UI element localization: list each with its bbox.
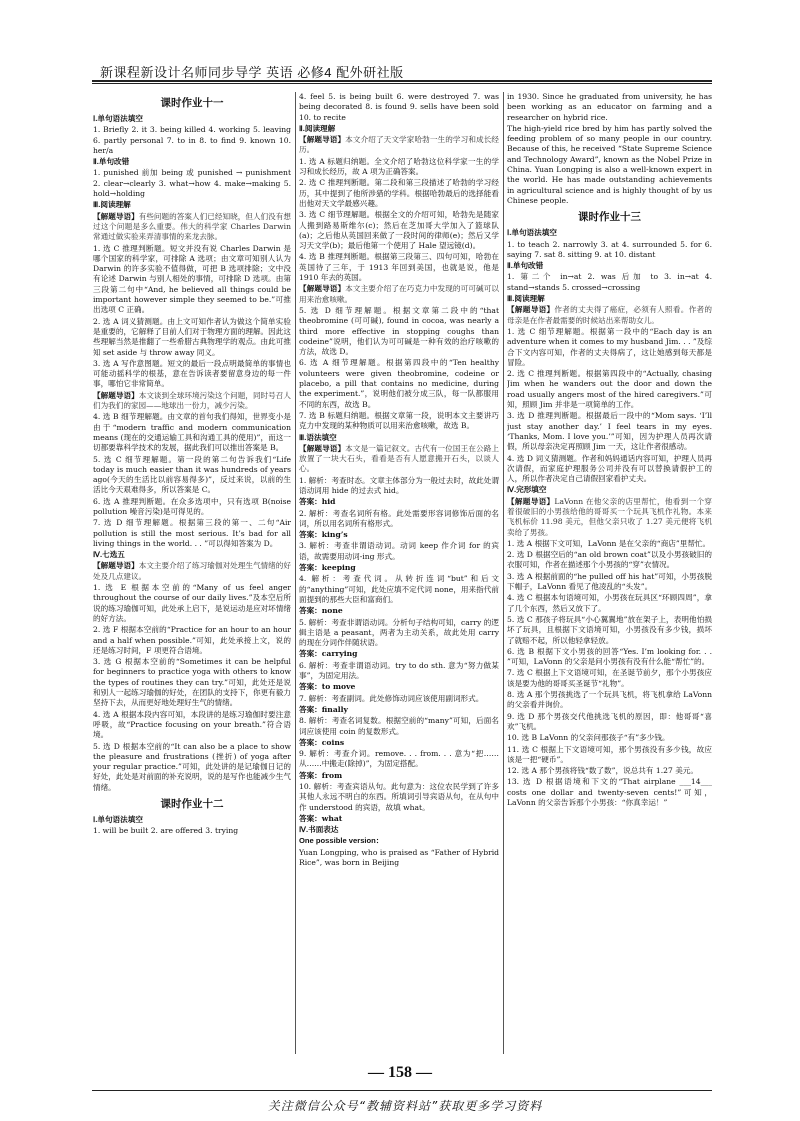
answer-item: The high-yield rice bred by him has partly solved the feeding problem of so many people in our country. Because of this, he received “State Supreme Science and Technology Award”, known as the Nobel Prize in China. Yuan Longping is also a well-known expert in the world. He has made outstanding achievements in agricultural science and is highly thought of by us Chinese people.	[507, 123, 712, 205]
answer-item: 4. 选 C 根据本句语境可知，小男孩在玩具区“环顾四周”，拿了几个东西，然后又放下了。	[507, 593, 712, 613]
guide-paragraph	[299, 284, 499, 305]
subsection-heading: Ⅱ.单句改错	[507, 261, 544, 271]
footer-rule	[92, 1090, 712, 1091]
answer-item: 2. 选 A 词义猜测题。由上文可知作者认为做这个简单实验是重要的，它解释了目前人们对于物理方面的理解。因此这些理解当然是推翻了一些希腊古典物理学的观点。由此可推知 set aside 与 throw away 同义。	[93, 316, 291, 357]
subsection-heading: One possible version：	[299, 836, 384, 846]
answer-item: 6. 选 A 推理判断题。在众多选项中，只有选项 B(noise pollution 噪音污染)是可得见的。	[93, 496, 291, 516]
answer-item: 4. 选 A 根据本段内容可知，本段讲的是练习瑜伽时要注意呼吸，故“Practice focusing on your breath.”符合语境。	[93, 709, 291, 740]
page-number: — 158 —	[368, 1064, 432, 1081]
answer-item: 5. 选 D 细节理解题。根据文章第二段中的“that theobromine (可可碱), found in cocoa, was nearly a third more effective in stopping coughs than codeine”说明，他们认为可可碱是一种有效的治疗咳嗽的方法，故选 D。	[299, 305, 499, 357]
answer-item: 5. 选 D 根据本空前的“It can also be a place to show the pleasure and frustrations (挫折) of yoga after your regular practice.”可知，此处讲的是记瑜伽日记的好处，此处是对前面的补充说明，说的是写作也能减少生气情绪。	[93, 741, 291, 792]
answer-item: 4. 选 B 推理判断题。根据第三段第三、四句可知，哈勃在英国待了三年，于 1913 年回到美国，也就是说，他是 1910 年去的英国。	[299, 252, 499, 283]
answer-line: 答案：from	[299, 770, 343, 780]
answer-item: 2. 选 C 推理判断题。第二段和第三段描述了哈勃的学习经历，其中提到了他所涉猎的学科。根据哈勃最后的选择能看出他对天文学最感兴趣。	[299, 178, 499, 208]
answer-item: 1. to teach 2. narrowly 3. at 4. surrounded 5. for 6. saying 7. sat 8. sitting 9. at 10. distant	[507, 239, 712, 259]
guide-paragraph	[507, 305, 712, 326]
header-rule-thin	[92, 83, 712, 84]
answer-item: 1. will be built 2. are offered 3. trying	[93, 826, 239, 836]
guide-text: 本文是一篇记叙文。古代有一位国王在公路上放置了一块大石头，看看是否有人愿意搬开石头，以谈人心。	[299, 443, 499, 474]
answer-line: 答案：none	[299, 606, 343, 616]
answer-item: 13. 选 D 根据语境和下文的“That airplane ___14___ costs one dollar and twenty-seven cents!”可知，LaVonn 的父亲告诉那个小男孩：“你真幸运！”	[507, 777, 712, 807]
answer-item: 10. 选 B LaVonn 的父亲问那孩子“有”多少钱。	[507, 733, 670, 743]
answer-item: 5. 选 C 那孩子将玩具“小心翼翼地”放在架子上，表明他怕损坏了玩具，且根据下文语境可知，小男孩没有多少钱，损坏了就赔不起，所以他轻拿轻放。	[507, 614, 712, 645]
answer-item: 7. 解析：考查副词。此处修饰动词应该使用副词形式。	[299, 693, 484, 703]
answer-item: 12. 选 A 那个男孩将钱“数了数”，说总共有 1.27 美元。	[507, 766, 698, 776]
answer-item: 11. 选 C 根据上下文语境可知，那个男孩没有多少钱，故应该是一把“硬币”。	[507, 744, 712, 764]
guide-text: 有些问题的答案人们已经知晓，但人们没有想过这个问题是多么重要。伟大的科学家 Charles Darwin 常通过做实验来弄清事情的来龙去脉。	[93, 211, 291, 242]
answer-item: 5. 选 C 细节理解题。第一段的第二句告诉我们“Life today is much easier than it was hundreds of years ago(今天的生活比以前容易得多)”，反过来说，以前的生活比今天艰难得多，所以答案是 C。	[93, 454, 291, 495]
guide-label: 【解题导语】	[507, 305, 555, 315]
guide-label: 【解题导语】	[299, 135, 346, 145]
answer-item: 3. 选 A 根据前面的“he pulled off his hat”可知，小男孩脱下帽子，LaVonn 看见了他凌乱的“头发”。	[507, 571, 712, 592]
answer-item: 6. 解析：考查非谓语动词。try to do sth. 意为“努力做某事”，为固定用法。	[299, 660, 499, 681]
guide-paragraph	[93, 391, 291, 412]
answer-item: 4. 解析：考查代词。从转折连词“but”和后文的“anything”可知，此处应填不定代词 none，用来指代前面提到的那些大臣和富商们。	[299, 574, 499, 604]
subsection-heading: Ⅰ.单句语法填空	[93, 114, 143, 123]
answer-item: 4. 选 D 词义猜测题。作者和妈妈通话内容可知，护理人员再次请假，而家庭护理服务公司并没有可以替换请假护工的人，所以作者决定自己请假回家看护丈夫。	[507, 453, 712, 484]
answer-item: 3. 选 D 推理判断题。根据最后一段中的“Mom says. ‘I’ll just stay another day.’ I feel tears in my eyes. ‘Thanks, Mom. I love you.’”可知，因为护理人员再次请假，所以母亲决定再照顾 Jim 一天，这让作者很感动。	[507, 411, 712, 452]
header-rule	[92, 80, 712, 82]
answer-item: 1. Briefly 2. it 3. being killed 4. working 5. leaving 6. partly personal 7. to in 8. to find 9. known 10. her/a	[93, 125, 291, 155]
answer-item: Yuan Longping, who is praised as “Father of Hybrid Rice”, was born in Beijing	[299, 847, 499, 868]
guide-label: 【解题导语】	[93, 211, 139, 221]
answer-line: 答案：king’s	[299, 530, 348, 540]
answer-item: 3. 选 G 根据本空前的“Sometimes it can be helpful for beginners to practice yoga with others to know the types of routines they can try.”可知，此处还是说和别人一起练习瑜伽的好处，在团队的支持下，你更有毅力坚持下去，从而更好地处理好生气的情绪。	[93, 657, 291, 708]
guide-text: 本文主要介绍了练习瑜伽对处理生气情绪的好处及几点建议。	[93, 561, 291, 581]
answer-item: 3. 解析：考查非谓语动词。动词 keep 作介词 for 的宾语，故需要用动词-ing 形式。	[299, 541, 499, 561]
subsection-heading: Ⅳ.七选五	[93, 550, 125, 560]
column-left	[93, 92, 291, 1054]
guide-label: 【解题导语】	[507, 496, 555, 506]
answer-item: 3. 选 A 写作意图题。短文的最后一段点明最简单的事情也可能动摇科学的根基，意在告诉读者要留意身边的每一件事，哪怕它非常简单。	[93, 358, 291, 389]
subsection-heading: Ⅱ.阅读理解	[299, 123, 336, 133]
answer-item: 8. 选 A 那个男孩挑选了一个玩具飞机，将飞机拿给 LaVonn 的父亲看并询价。	[507, 690, 712, 710]
answer-line: 答案：to move	[299, 682, 356, 692]
guide-paragraph	[93, 561, 291, 582]
guide-paragraph	[507, 497, 712, 538]
answer-item: 1. 选 C 细节理解题。根据第一段中的“Each day is an adventure when it comes to my husband Jim. . . ”及综合下文内容可知，作者的丈夫得病了，这让她感到每天都是冒险。	[507, 326, 712, 367]
answer-item: in 1930. Since he graduated from university, he has been working as an educator on farming and a researcher on hybrid rice.	[507, 92, 712, 122]
answer-item: 7. 选 B 标题归纳题。根据文章第一段，说明本文主要讲巧克力中发现的某种物质可以用来治愈咳嗽，故选 B。	[299, 410, 499, 431]
answer-item: 7. 选 C 根据上下文语境可知，在圣诞节前夕，那个小男孩应该是要为他的哥哥买圣诞节“礼物”。	[507, 668, 712, 688]
guide-text: LaVonn 在他父亲的店里帮忙，他看到一个穿着很破旧的小男孩给他的哥哥买一个玩具飞机作礼物。本来飞机标价 11.98 美元，但他父亲只收了 1.27 美元便将飞机卖给了男孩。	[507, 496, 712, 537]
section-title: 课时作业十三	[578, 211, 641, 224]
answer-line: 答案：finally	[299, 704, 348, 714]
guide-text: 本文谈到全球环境污染这个问题，同时号召人们为我们的家园——地球出一份力，减少污染。	[93, 390, 291, 411]
answer-item: 1. 选 A 标题归纳题。全文介绍了哈勃这位科学家一生的学习和成长经历，故 A 项为正确答案。	[299, 156, 499, 177]
answer-line: 答案：coins	[299, 737, 345, 747]
answer-item: 9. 选 D 那个男孩交代他挑选飞机的原因，即：他哥哥“喜欢”飞机。	[507, 711, 712, 731]
answer-item: 8. 解析：考查名词复数。根据空前的“many”可知，后面名词应该使用 coin 的复数形式。	[299, 716, 499, 736]
page-header: 新课程新设计名师同步导学 英语 必修4 配外研社版	[100, 65, 404, 80]
answer-item: 2. 选 D 根据空后的“an old brown coat”以及小男孩破旧的衣服可知，作者在描述那个小男孩的“穿”衣情况。	[507, 550, 712, 570]
guide-text: 作者的丈夫得了癌症，必须有人照看。作者的母亲是在作者最需要的时候站出来帮助女儿。	[507, 305, 712, 325]
guide-paragraph	[93, 212, 291, 243]
answer-item: 1. 选 A 根据下文可知，LaVonn 是在父亲的“商店”里帮忙。	[507, 538, 711, 548]
answer-item: 1. 第二个 in→at 2. was 后加 to 3. in→at 4. stand→stands 5. crossed→crossing	[507, 272, 712, 292]
subsection-heading: Ⅳ.完形填空	[507, 485, 547, 495]
guide-label: 【解题导语】	[299, 443, 346, 453]
guide-label: 【解题导语】	[299, 284, 346, 294]
answer-item: 1. 选 C 推理判断题。短文并没有说 Charles Darwin 是哪个国家的科学家，可排除 A 选项；由文章可知别人认为 Darwin 的许多实验不值得做，可把 B 选项排除；文中没有论述 Darwin 与别人相处的事情，可排除 D 选项。由第三段第二句中“And, he believed all things could be important however simple they seemed to be.”可推出选项 C 正确。	[93, 243, 291, 315]
answer-item: 1. 选 E 根据本空前的“Many of us feel anger throughout the course of our daily lives.”及本空后所说的练习瑜伽可知，此处承上启下，是说运动是应对坏情绪的好方法。	[93, 583, 291, 623]
answer-item: 4. feel 5. is being built 6. were destroyed 7. was being decorated 8. is found 9. sells have been sold 10. to recite	[299, 92, 499, 122]
column-divider	[503, 92, 504, 1054]
column-divider	[295, 92, 296, 1054]
section-title: 课时作业十二	[160, 798, 224, 810]
answer-item: 6. 选 B 根据下文小男孩的回答“Yes. I’m looking for. . . ”可知，LaVonn 的父亲是问小男孩有没有什么能“帮忙”的。	[507, 646, 712, 667]
answer-item: 5. 解析：考查非谓语动词。分析句子结构可知，carry 的逻辑主语是 a peasant，两者为主动关系，故此处用 carry 的现在分词作伴随状语。	[299, 617, 499, 648]
answer-item: 1. punished 前加 being 或 punished → punishment 2. clear→clearly 3. what→how 4. make→making 5. hold→holding	[93, 168, 291, 199]
answer-item: 3. 选 C 细节理解题。根据全文的介绍可知，哈勃先是随家人搬到路易斯维尔(c)；然后在芝加哥大学加入了篮球队(a)；之后他从英国回来做了一段时间的律师(e)；然后又学习天文学(b)；最后他第一个使用了 Hale 望远镜(d)。	[299, 210, 499, 251]
answer-item: 2. 解析：考查名词所有格。此处需要形容词修饰后面的名词，所以用名词所有格形式。	[299, 508, 499, 528]
answer-item: 4. 选 B 细节理解题。由文章的首句我们得知，世界变小是由于“modern traffic and modern communication means (现在的交通运输工具和沟通工具的使用)”，而这一切都要靠科学技术的发展，据此我们可以推出答案是 B。	[93, 412, 291, 453]
answer-item: 7. 选 D 细节理解题。根据第三段的第一、二句“Air pollution is still the most serious. It’s bad for all living things in the world. . . ”可以得知答案为 D。	[93, 518, 291, 548]
subsection-heading: Ⅲ.阅读理解	[507, 294, 545, 304]
subsection-heading: Ⅰ.单句语法填空	[507, 228, 557, 238]
guide-paragraph	[299, 135, 499, 156]
guide-text: 本文主要介绍了在巧克力中发现的可可碱可以用来治愈咳嗽。	[299, 284, 499, 304]
footer-note: 关注微信公众号“教辅资料站”获取更多学习资料	[267, 1099, 543, 1113]
answer-item: 6. 选 A 细节理解题。根据第四段中的“Ten healthy volunteers were given theobromine, codeine or placebo, a pill that contains no medicine, during the experiment.”，说明他们被分成三队，每一队都服用不同的东西，故选 B。	[299, 358, 499, 409]
subsection-heading: Ⅰ.单句语法填空	[93, 815, 143, 824]
guide-label: 【解题导语】	[93, 561, 139, 571]
column-right	[507, 92, 712, 1054]
column-middle	[299, 92, 499, 1054]
answer-item: 2. 选 C 推理判断题。根据第四段中的“Actually, chasing Jim when he wanders out the door and down the road usually angers most of the hired caregivers.”可知，照顾 Jim 并非是一项简单的工作。	[507, 369, 712, 410]
answer-item: 10. 解析：考查宾语从句。此句意为：这位农民学到了许多其他人永远不明白的东西。所填词引导宾语从句，在从句中作 understood 的宾语，故填 what。	[299, 782, 499, 812]
answer-line: 答案：hid	[299, 497, 336, 507]
guide-paragraph	[299, 444, 499, 475]
subsection-heading: Ⅲ.阅读理解	[93, 200, 131, 210]
answer-line: 答案：keeping	[299, 563, 356, 573]
guide-text: 本文介绍了天文学家哈勃一生的学习和成长经历。	[299, 135, 499, 155]
answer-item: 9. 解析：考查介词。remove. . . from. . . 意为“把……从……中搬走(除掉)”，为固定搭配。	[299, 749, 499, 769]
answer-line: 答案：carrying	[299, 649, 358, 659]
subsection-heading: Ⅳ.书面表达	[299, 825, 339, 835]
answer-item: 1. 解析：考查时态。文章主体部分为一般过去时，故此处谓语动词用 hide 的过去式 hid。	[299, 475, 499, 495]
guide-label: 【解题导语】	[93, 390, 139, 400]
answer-line: 答案：what	[299, 813, 343, 823]
subsection-heading: Ⅱ.单句改错	[93, 157, 130, 167]
answer-item: 2. 选 F 根据本空前的“Practice for an hour to an hour and a half when possible.”可知，此处承接上文，说的还是练习时间，F 项更符合语境。	[93, 625, 291, 655]
subsection-heading: Ⅲ.语法填空	[299, 432, 337, 442]
section-title: 课时作业十一	[160, 97, 224, 109]
